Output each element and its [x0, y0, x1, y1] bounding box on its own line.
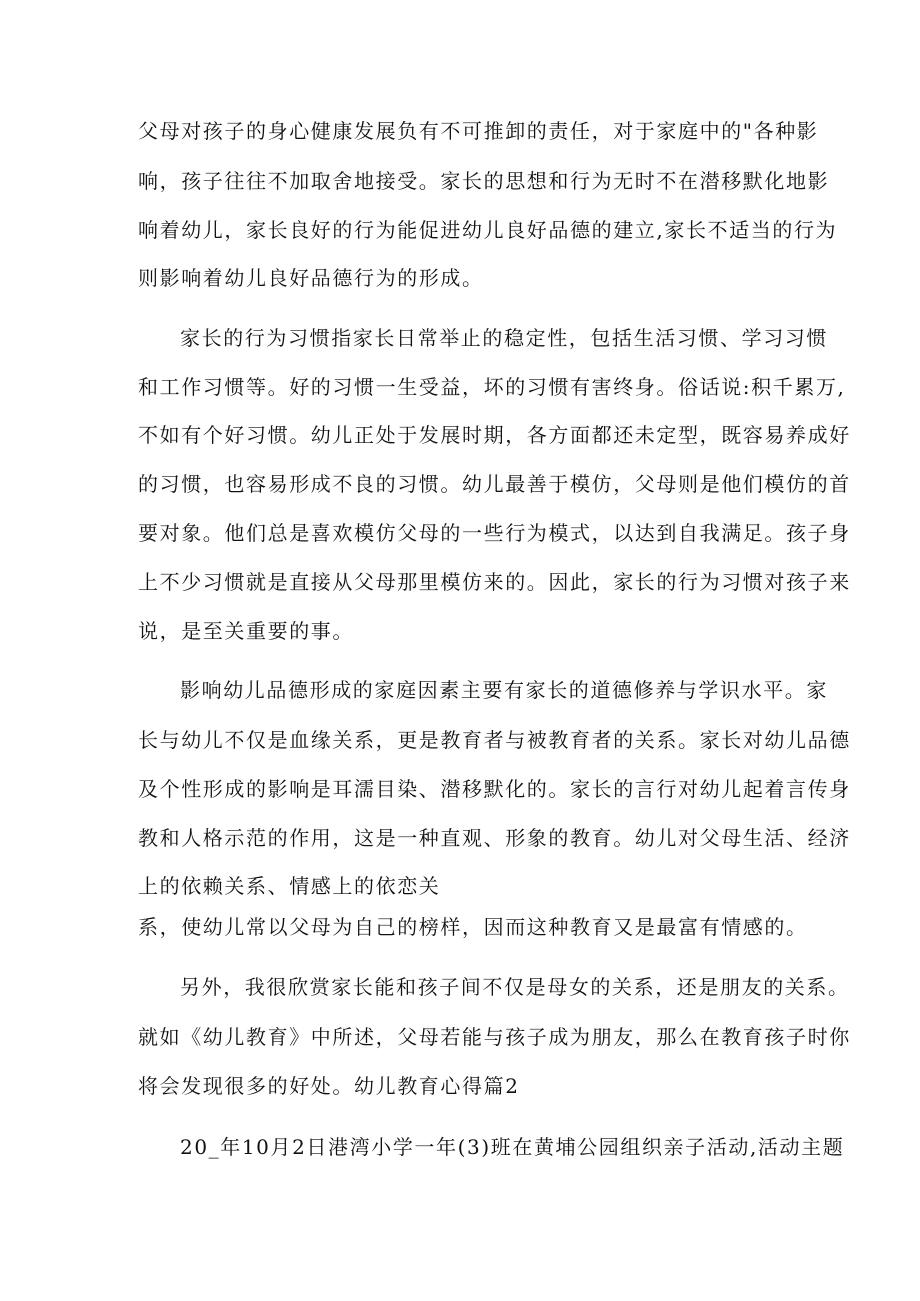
text-line: 和工作习惯等。好的习惯一生受益，坏的习惯有害终身。俗话说:积千累万,	[138, 375, 846, 399]
text-line: 说，是至关重要的事。	[138, 619, 354, 643]
text-line: 上不少习惯就是直接从父母那里模仿来的。因此，家长的行为习惯对孩子来	[138, 570, 851, 594]
text-line: 及个性形成的影响是耳濡目染、潜移默化的。家长的言行对幼儿起着言传身	[138, 777, 851, 801]
text-line: 影响幼儿品德形成的家庭因素主要有家长的道德修养与学识水平。家	[180, 678, 828, 702]
text-line: 教和人格示范的作用，这是一种直观、形象的教育。幼儿对父母生活、经济	[138, 826, 851, 850]
text-line: 上的依赖关系、情感上的依恋关	[138, 874, 441, 898]
text-line: 响，孩子往往不加取舍地接受。家长的思想和行为无时不在潜移默化地影	[138, 169, 830, 193]
text-line: 则影响着幼儿良好品德行为的形成。	[138, 266, 484, 290]
text-line: 系，使幼儿常以父母为自己的榜样，因而这种教育又是最富有情感的。	[138, 915, 808, 939]
text-line: 20_年10月2日港湾小学一年(3)班在黄埔公园组织亲子活动,活动主题	[180, 1135, 845, 1159]
text-line: 家长的行为习惯指家长日常举止的稳定性，包括生活习惯、学习习惯	[180, 326, 828, 350]
text-line: 就如《幼儿教育》中所述，父母若能与孩子成为朋友，那么在教育孩子时你	[138, 1025, 851, 1049]
text-line: 长与幼儿不仅是血缘关系，更是教育者与被教育者的关系。家长对幼儿品德	[138, 728, 851, 752]
text-line: 响着幼儿，家长良好的行为能促进幼儿良好品德的建立,家长不适当的行为	[138, 218, 838, 242]
text-line: 父母对孩子的身心健康发展负有不可推卸的责任，对于家庭中的"各种影	[138, 119, 819, 143]
text-line: 不如有个好习惯。幼儿正处于发展时期，各方面都还未定型，既容易养成好	[138, 423, 851, 447]
text-line: 将会发现很多的好处。幼儿教育心得篇2	[138, 1074, 520, 1098]
text-line: 另外，我很欣赏家长能和孩子间不仅是母女的关系，还是朋友的关系。	[180, 975, 850, 999]
text-line: 的习惯，也容易形成不良的习惯。幼儿最善于模仿，父母则是他们模仿的首	[138, 472, 851, 496]
text-line: 要对象。他们总是喜欢模仿父母的一些行为模式，以达到自我满足。孩子身	[138, 521, 851, 545]
